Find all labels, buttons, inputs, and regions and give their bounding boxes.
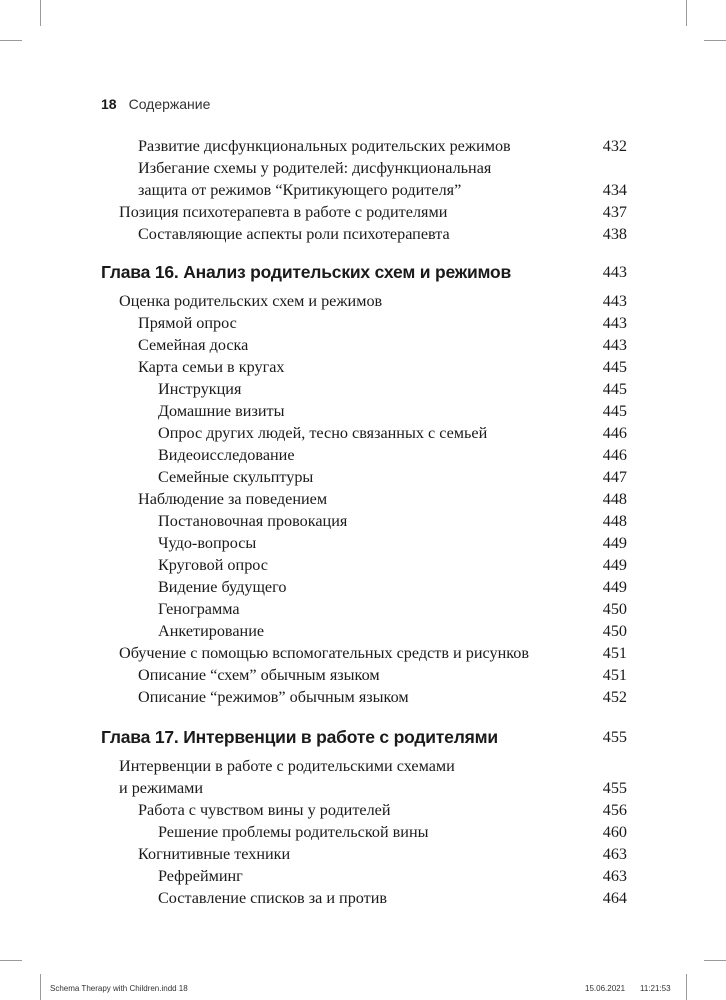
running-head	[101, 96, 210, 116]
toc-entry-title: защита от режимов “Критикующего родителя”	[138, 181, 462, 199]
crop-mark	[704, 960, 726, 961]
toc-entry-title: Опрос других людей, тесно связанных с семьей	[158, 424, 488, 442]
toc-entry-title: Решение проблемы родительской вины	[158, 823, 429, 841]
toc-entry-page: 463	[602, 845, 627, 863]
toc-entry-page: 452	[602, 688, 627, 706]
toc-entry-title: Семейная доска	[138, 336, 249, 354]
toc-entry-title: Работа с чувством вины у родителей	[138, 801, 391, 819]
toc-entry-page: 464	[602, 889, 627, 907]
toc-entry-page: 449	[602, 534, 627, 552]
toc-entry	[119, 201, 627, 223]
toc-entry-page: 449	[602, 556, 627, 574]
toc-entry-title: Чудо-вопросы	[158, 534, 257, 552]
toc-entry-title: Анкетирование	[158, 622, 265, 640]
toc-entry-title: Прямой опрос	[138, 314, 237, 332]
toc-entry	[138, 488, 627, 510]
toc-entry-page: 455	[602, 779, 627, 797]
toc-entry-page: 446	[602, 424, 627, 442]
toc-entry	[138, 664, 627, 686]
toc-entry	[119, 642, 627, 664]
chapter-title: Глава 16. Анализ родительских схем и режимов	[101, 262, 512, 282]
toc-entry-page: 451	[602, 644, 627, 662]
toc-entry-page: 448	[602, 490, 627, 508]
toc-entry-title: Инструкция	[158, 380, 242, 398]
toc-entry	[158, 821, 627, 843]
toc-entry	[158, 466, 627, 488]
toc-entry	[138, 356, 627, 378]
toc-entry-title: Составляющие аспекты роли психотерапевта	[138, 225, 450, 243]
toc-entry-title: Видеоисследование	[158, 446, 295, 464]
toc-entry-page: 445	[602, 380, 627, 398]
toc-entry-title: Оценка родительских схем и режимов	[119, 292, 383, 310]
crop-mark	[40, 0, 41, 26]
toc-entry	[158, 422, 627, 444]
toc-entry-title: Карта семьи в кругах	[138, 358, 285, 376]
toc-entry-title: Описание “схем” обычным языком	[138, 666, 380, 684]
toc-entry-title: Рефрейминг	[158, 867, 243, 885]
crop-mark	[0, 960, 22, 961]
toc-entry	[138, 799, 627, 821]
crop-mark	[0, 40, 22, 41]
toc-entry	[158, 887, 627, 909]
toc-entry	[158, 510, 627, 532]
toc-entry-page: 434	[602, 181, 627, 199]
toc-entry	[158, 400, 627, 422]
toc-entry-title: Генограмма	[158, 600, 240, 618]
chapter-page: 455	[602, 728, 627, 746]
toc-entry	[138, 157, 627, 179]
toc-entry-page: 446	[602, 446, 627, 464]
toc-entry	[138, 179, 627, 201]
toc-entry-page: 450	[602, 622, 627, 640]
toc-entry-page: 463	[602, 867, 627, 885]
toc-entry-page: 448	[602, 512, 627, 530]
toc-entry-title: и режимами	[119, 779, 204, 797]
toc-entry	[138, 312, 627, 334]
toc-entry-page: 460	[602, 823, 627, 841]
slug-date: 15.06.2021	[585, 984, 626, 993]
toc-entry-page: 443	[602, 292, 627, 310]
toc-entry	[158, 444, 627, 466]
toc-entry-title: Избегание схемы у родителей: дисфункциональная	[138, 159, 492, 177]
toc-entry-title: Домашние визиты	[158, 402, 285, 420]
toc-entry	[158, 576, 627, 598]
toc-entry-title: Развитие дисфункциональных родительских режимов	[138, 137, 511, 155]
toc-entry	[119, 290, 627, 312]
toc-entry	[158, 598, 627, 620]
toc-entry-page: 445	[602, 402, 627, 420]
toc-entry	[158, 865, 627, 887]
toc-entry	[158, 554, 627, 576]
crop-mark	[686, 974, 687, 1000]
running-head-title: Содержание	[128, 96, 211, 112]
toc-entry-title: Позиция психотерапевта в работе с родителями	[119, 203, 448, 221]
toc-entry-page: 437	[602, 203, 627, 221]
toc-entry-title: Составление списков за и против	[158, 889, 388, 907]
toc-entry-page: 451	[602, 666, 627, 684]
toc-entry-page: 443	[602, 314, 627, 332]
toc-entry-title: Описание “режимов” обычным языком	[138, 688, 409, 706]
toc-entry-page: 447	[602, 468, 627, 486]
toc-entry-title: Семейные скульптуры	[158, 468, 314, 486]
chapter-16-heading	[101, 258, 627, 288]
toc-entry-page: 445	[602, 358, 627, 376]
chapter-17-heading	[101, 723, 627, 753]
toc-entry	[119, 755, 627, 777]
toc-entry-page: 449	[602, 578, 627, 596]
toc-entry	[138, 223, 627, 245]
slug-time: 11:21:53	[640, 984, 671, 993]
toc-entry	[158, 532, 627, 554]
chapter-page: 443	[602, 263, 627, 281]
toc-entry-page: 432	[602, 137, 627, 155]
toc-entry-page: 450	[602, 600, 627, 618]
toc-entry-title: Видение будущего	[158, 578, 287, 596]
toc-entry-page: 456	[602, 801, 627, 819]
toc-entry	[138, 843, 627, 865]
crop-mark	[40, 974, 41, 1000]
toc-entry	[138, 334, 627, 356]
toc-entry	[138, 135, 627, 157]
toc-entry-title: Постановочная провокация	[158, 512, 348, 530]
toc-entry	[119, 777, 627, 799]
toc-entry-title: Круговой опрос	[158, 556, 268, 574]
toc-entry	[158, 378, 627, 400]
toc-entry-page: 443	[602, 336, 627, 354]
chapter-title: Глава 17. Интервенции в работе с родителями	[101, 727, 498, 747]
crop-mark	[686, 0, 687, 26]
toc-entry-page: 438	[602, 225, 627, 243]
toc-entry	[158, 620, 627, 642]
crop-mark	[704, 40, 726, 41]
slug-filename: Schema Therapy with Children.indd 18	[50, 984, 188, 993]
toc-entry-title: Наблюдение за поведением	[138, 490, 328, 508]
toc-entry	[138, 686, 627, 708]
toc-entry-title: Интервенции в работе с родительскими схемами	[119, 757, 455, 775]
toc-entry-title: Обучение с помощью вспомогательных средств и рисунков	[119, 644, 530, 662]
toc-entry-title: Когнитивные техники	[138, 845, 291, 863]
page-number: 18	[101, 96, 117, 112]
